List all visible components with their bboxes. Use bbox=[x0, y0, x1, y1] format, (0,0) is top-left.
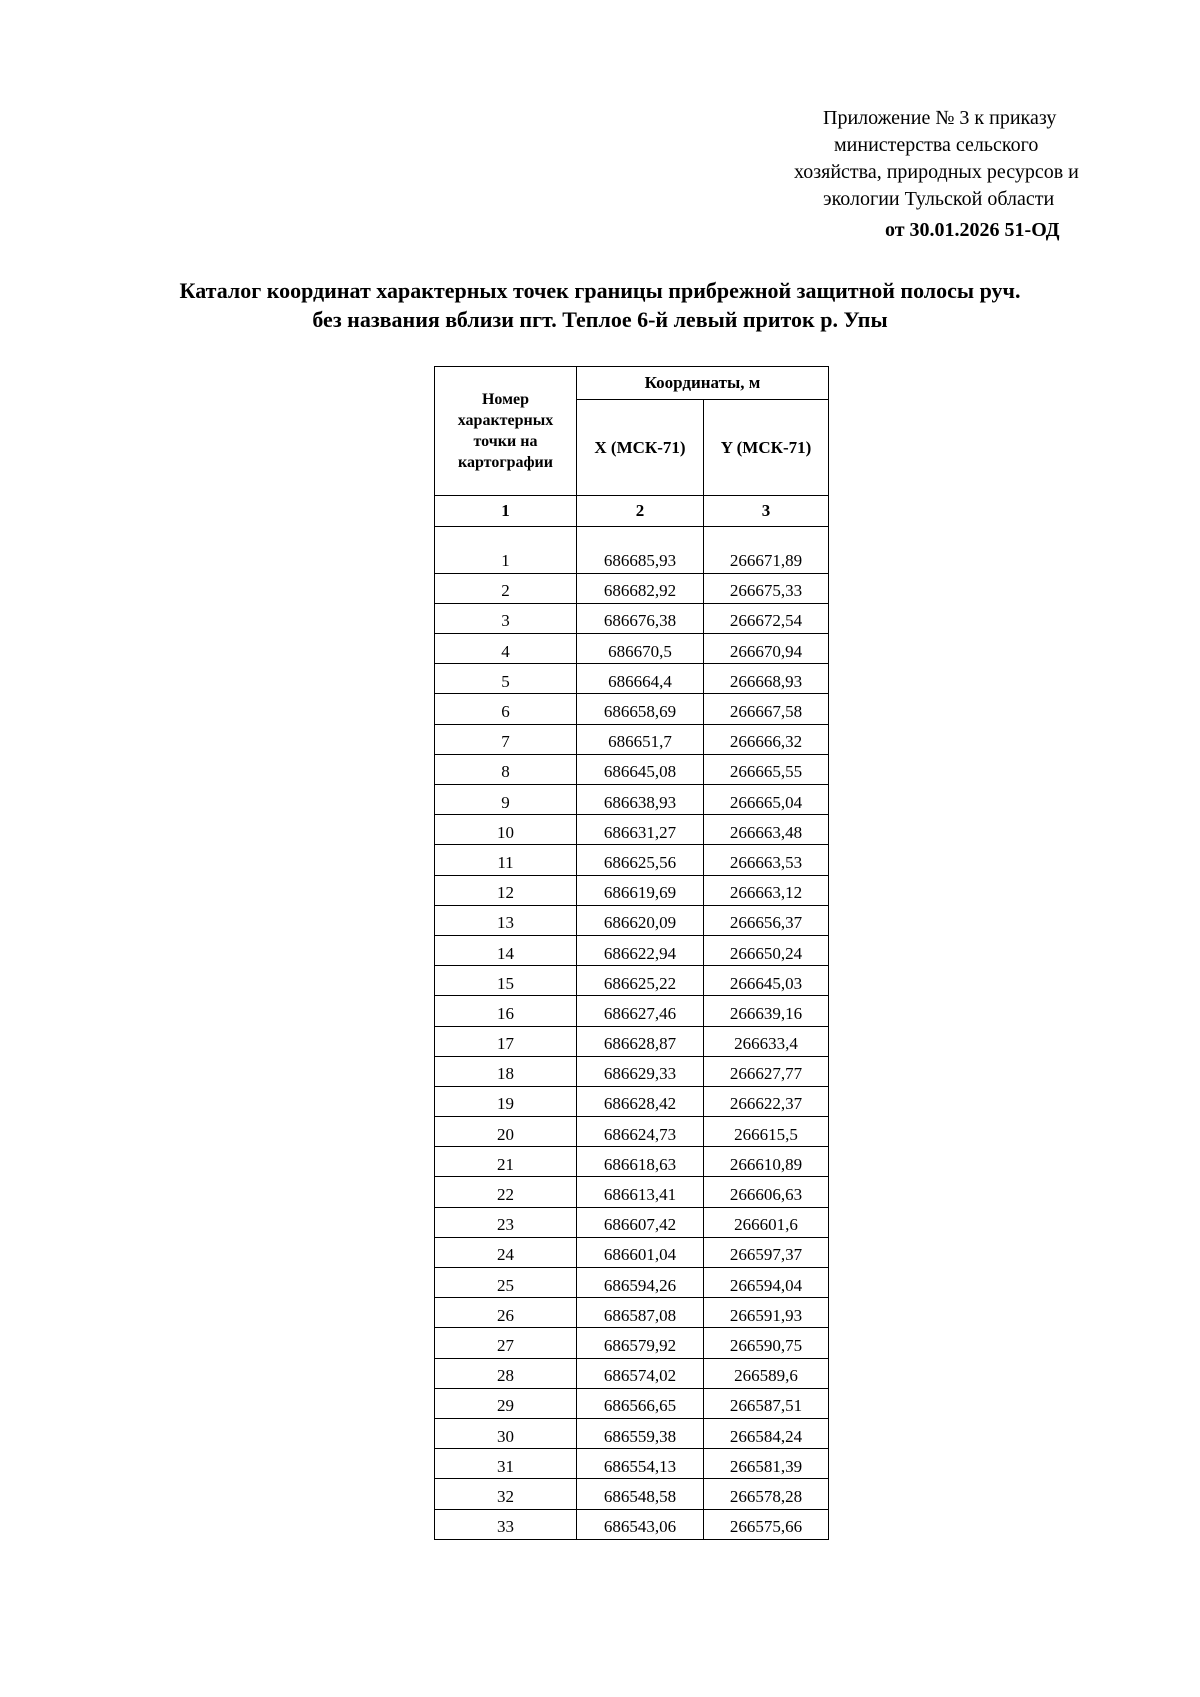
point-number-cell: 23 bbox=[435, 1207, 577, 1237]
point-number-cell: 3 bbox=[435, 603, 577, 633]
point-number-cell: 6 bbox=[435, 694, 577, 724]
x-coordinate-cell: 686613,41 bbox=[577, 1177, 704, 1207]
table-row bbox=[435, 996, 829, 1026]
y-coordinate-cell: 266594,04 bbox=[704, 1268, 829, 1298]
x-coordinate-cell: 686631,27 bbox=[577, 815, 704, 845]
point-number-cell: 30 bbox=[435, 1418, 577, 1448]
point-number-cell: 17 bbox=[435, 1026, 577, 1056]
y-coordinate-cell: 266639,16 bbox=[704, 996, 829, 1026]
y-coordinate-cell: 266575,66 bbox=[704, 1509, 829, 1539]
y-coordinate-cell: 266666,32 bbox=[704, 724, 829, 754]
x-coordinate-cell: 686682,92 bbox=[577, 573, 704, 603]
point-number-cell: 24 bbox=[435, 1237, 577, 1267]
appendix-block bbox=[780, 105, 1120, 244]
y-coordinate-cell: 266670,94 bbox=[704, 634, 829, 664]
y-coordinate-cell: 266622,37 bbox=[704, 1086, 829, 1116]
table-row bbox=[435, 1147, 829, 1177]
table-row bbox=[435, 603, 829, 633]
table-row bbox=[435, 905, 829, 935]
point-number-cell: 5 bbox=[435, 664, 577, 694]
x-coordinate-cell: 686543,06 bbox=[577, 1509, 704, 1539]
y-coordinate-cell: 266590,75 bbox=[704, 1328, 829, 1358]
y-coordinate-cell: 266665,04 bbox=[704, 785, 829, 815]
table-row bbox=[435, 1207, 829, 1237]
x-coordinate-cell: 686574,02 bbox=[577, 1358, 704, 1388]
table-row bbox=[435, 1479, 829, 1509]
y-coordinate-cell: 266672,54 bbox=[704, 603, 829, 633]
y-coordinate-cell: 266645,03 bbox=[704, 966, 829, 996]
point-number-cell: 29 bbox=[435, 1388, 577, 1418]
point-number-cell: 27 bbox=[435, 1328, 577, 1358]
y-coordinate-cell: 266584,24 bbox=[704, 1418, 829, 1448]
column-number: 3 bbox=[704, 496, 829, 527]
point-number-cell: 10 bbox=[435, 815, 577, 845]
y-coordinate-cell: 266668,93 bbox=[704, 664, 829, 694]
x-coordinate-cell: 686670,5 bbox=[577, 634, 704, 664]
table-row bbox=[435, 1328, 829, 1358]
y-coordinate-cell: 266587,51 bbox=[704, 1388, 829, 1418]
x-coordinate-cell: 686554,13 bbox=[577, 1449, 704, 1479]
table-row bbox=[435, 1177, 829, 1207]
x-coordinate-cell: 686622,94 bbox=[577, 935, 704, 965]
table-row bbox=[435, 1358, 829, 1388]
table-row bbox=[435, 815, 829, 845]
y-coordinate-cell: 266633,4 bbox=[704, 1026, 829, 1056]
document-title bbox=[60, 276, 1140, 334]
x-coordinate-cell: 686676,38 bbox=[577, 603, 704, 633]
x-coordinate-cell: 686601,04 bbox=[577, 1237, 704, 1267]
point-number-cell: 31 bbox=[435, 1449, 577, 1479]
x-coordinate-cell: 686594,26 bbox=[577, 1268, 704, 1298]
header-coordinates: Координаты, м bbox=[577, 367, 829, 400]
table-row bbox=[435, 935, 829, 965]
point-number-cell: 22 bbox=[435, 1177, 577, 1207]
x-coordinate-cell: 686651,7 bbox=[577, 724, 704, 754]
point-number-cell: 13 bbox=[435, 905, 577, 935]
table-row bbox=[435, 1509, 829, 1539]
x-coordinate-cell: 686629,33 bbox=[577, 1056, 704, 1086]
appendix-line: Приложение № 3 к приказу bbox=[823, 107, 1057, 129]
x-coordinate-cell: 686624,73 bbox=[577, 1117, 704, 1147]
table-row bbox=[435, 694, 829, 724]
point-number-cell: 2 bbox=[435, 573, 577, 603]
x-coordinate-cell: 686559,38 bbox=[577, 1418, 704, 1448]
x-coordinate-cell: 686627,46 bbox=[577, 996, 704, 1026]
appendix-line: хозяйства, природных ресурсов и bbox=[794, 161, 1079, 183]
spacer-cell bbox=[704, 527, 829, 544]
spacer-cell bbox=[435, 527, 577, 544]
table-row bbox=[435, 1237, 829, 1267]
y-coordinate-cell: 266615,5 bbox=[704, 1117, 829, 1147]
y-coordinate-cell: 266606,63 bbox=[704, 1177, 829, 1207]
table-row bbox=[435, 1086, 829, 1116]
point-number-cell: 26 bbox=[435, 1298, 577, 1328]
table-row bbox=[435, 1268, 829, 1298]
point-number-cell: 18 bbox=[435, 1056, 577, 1086]
y-coordinate-cell: 266610,89 bbox=[704, 1147, 829, 1177]
y-coordinate-cell: 266675,33 bbox=[704, 573, 829, 603]
y-coordinate-cell: 266589,6 bbox=[704, 1358, 829, 1388]
table-row bbox=[435, 845, 829, 875]
x-coordinate-cell: 686625,22 bbox=[577, 966, 704, 996]
x-coordinate-cell: 686620,09 bbox=[577, 905, 704, 935]
x-coordinate-cell: 686548,58 bbox=[577, 1479, 704, 1509]
x-coordinate-cell: 686638,93 bbox=[577, 785, 704, 815]
x-coordinate-cell: 686658,69 bbox=[577, 694, 704, 724]
point-number-cell: 4 bbox=[435, 634, 577, 664]
point-number-cell: 8 bbox=[435, 754, 577, 784]
x-coordinate-cell: 686618,63 bbox=[577, 1147, 704, 1177]
point-number-cell: 9 bbox=[435, 785, 577, 815]
table-row bbox=[435, 573, 829, 603]
header-point-number: Номер характерных точки на картографии bbox=[435, 367, 577, 496]
table-row bbox=[435, 966, 829, 996]
point-number-cell: 28 bbox=[435, 1358, 577, 1388]
y-coordinate-cell: 266663,53 bbox=[704, 845, 829, 875]
column-number: 1 bbox=[435, 496, 577, 527]
table-body bbox=[435, 543, 829, 1539]
point-number-cell: 14 bbox=[435, 935, 577, 965]
title-line-1: Каталог координат характерных точек границы прибрежной защитной полосы руч. bbox=[179, 278, 1021, 303]
x-coordinate-cell: 686579,92 bbox=[577, 1328, 704, 1358]
coordinates-table bbox=[434, 366, 829, 1540]
table-row bbox=[435, 1449, 829, 1479]
point-number-cell: 32 bbox=[435, 1479, 577, 1509]
x-coordinate-cell: 686685,93 bbox=[577, 543, 704, 573]
title-line-2: без названия вблизи пгт. Теплое 6-й левый приток р. Упы bbox=[312, 307, 888, 332]
point-number-cell: 7 bbox=[435, 724, 577, 754]
table-row bbox=[435, 664, 829, 694]
y-coordinate-cell: 266597,37 bbox=[704, 1237, 829, 1267]
header-x: X (МСК-71) bbox=[577, 400, 704, 496]
x-coordinate-cell: 686566,65 bbox=[577, 1388, 704, 1418]
point-number-cell: 19 bbox=[435, 1086, 577, 1116]
point-number-cell: 15 bbox=[435, 966, 577, 996]
appendix-line: министерства сельского bbox=[834, 134, 1039, 156]
y-coordinate-cell: 266663,48 bbox=[704, 815, 829, 845]
table-row bbox=[435, 1026, 829, 1056]
y-coordinate-cell: 266601,6 bbox=[704, 1207, 829, 1237]
x-coordinate-cell: 686628,87 bbox=[577, 1026, 704, 1056]
y-coordinate-cell: 266663,12 bbox=[704, 875, 829, 905]
spacer-cell bbox=[577, 527, 704, 544]
y-coordinate-cell: 266578,28 bbox=[704, 1479, 829, 1509]
order-number: от 30.01.2026 51-ОД bbox=[885, 219, 1060, 241]
table-row bbox=[435, 724, 829, 754]
table-row bbox=[435, 1298, 829, 1328]
column-number: 2 bbox=[577, 496, 704, 527]
table-row bbox=[435, 543, 829, 573]
table-row bbox=[435, 634, 829, 664]
point-number-cell: 33 bbox=[435, 1509, 577, 1539]
y-coordinate-cell: 266671,89 bbox=[704, 543, 829, 573]
y-coordinate-cell: 266656,37 bbox=[704, 905, 829, 935]
point-number-cell: 1 bbox=[435, 543, 577, 573]
header-y: Y (МСК-71) bbox=[704, 400, 829, 496]
point-number-cell: 20 bbox=[435, 1117, 577, 1147]
x-coordinate-cell: 686664,4 bbox=[577, 664, 704, 694]
x-coordinate-cell: 686619,69 bbox=[577, 875, 704, 905]
table-row bbox=[435, 875, 829, 905]
x-coordinate-cell: 686587,08 bbox=[577, 1298, 704, 1328]
x-coordinate-cell: 686645,08 bbox=[577, 754, 704, 784]
y-coordinate-cell: 266665,55 bbox=[704, 754, 829, 784]
table-row bbox=[435, 1418, 829, 1448]
point-number-cell: 21 bbox=[435, 1147, 577, 1177]
x-coordinate-cell: 686625,56 bbox=[577, 845, 704, 875]
table-row bbox=[435, 1388, 829, 1418]
point-number-cell: 11 bbox=[435, 845, 577, 875]
table-row bbox=[435, 1056, 829, 1086]
point-number-cell: 25 bbox=[435, 1268, 577, 1298]
y-coordinate-cell: 266627,77 bbox=[704, 1056, 829, 1086]
appendix-line: экологии Тульской области bbox=[823, 188, 1055, 210]
point-number-cell: 16 bbox=[435, 996, 577, 1026]
table-row bbox=[435, 1117, 829, 1147]
table-row bbox=[435, 785, 829, 815]
table-row bbox=[435, 754, 829, 784]
x-coordinate-cell: 686628,42 bbox=[577, 1086, 704, 1116]
point-number-cell: 12 bbox=[435, 875, 577, 905]
y-coordinate-cell: 266667,58 bbox=[704, 694, 829, 724]
x-coordinate-cell: 686607,42 bbox=[577, 1207, 704, 1237]
y-coordinate-cell: 266650,24 bbox=[704, 935, 829, 965]
y-coordinate-cell: 266581,39 bbox=[704, 1449, 829, 1479]
y-coordinate-cell: 266591,93 bbox=[704, 1298, 829, 1328]
